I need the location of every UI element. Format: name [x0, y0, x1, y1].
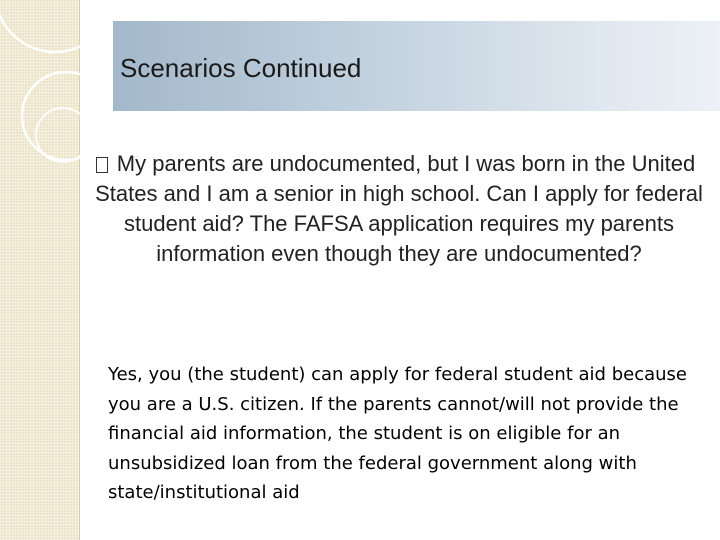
question-text	[84, 149, 714, 269]
slide-title: Scenarios Continued	[120, 53, 362, 83]
question-content: My parents are undocumented, but I was born in the United States and I am a senior in high school. Can I apply for federal student aid? The FAFSA application requires my parents information even though they are undocumented?	[95, 151, 703, 266]
answer-text: Yes, you (the student) can apply for federal student aid because you are a U.S. citizen. If the parents cannot/will not provide the financial aid information, the student is on eligible for an unsubsidized loan from the federal government along with state/institutional aid	[108, 364, 687, 503]
